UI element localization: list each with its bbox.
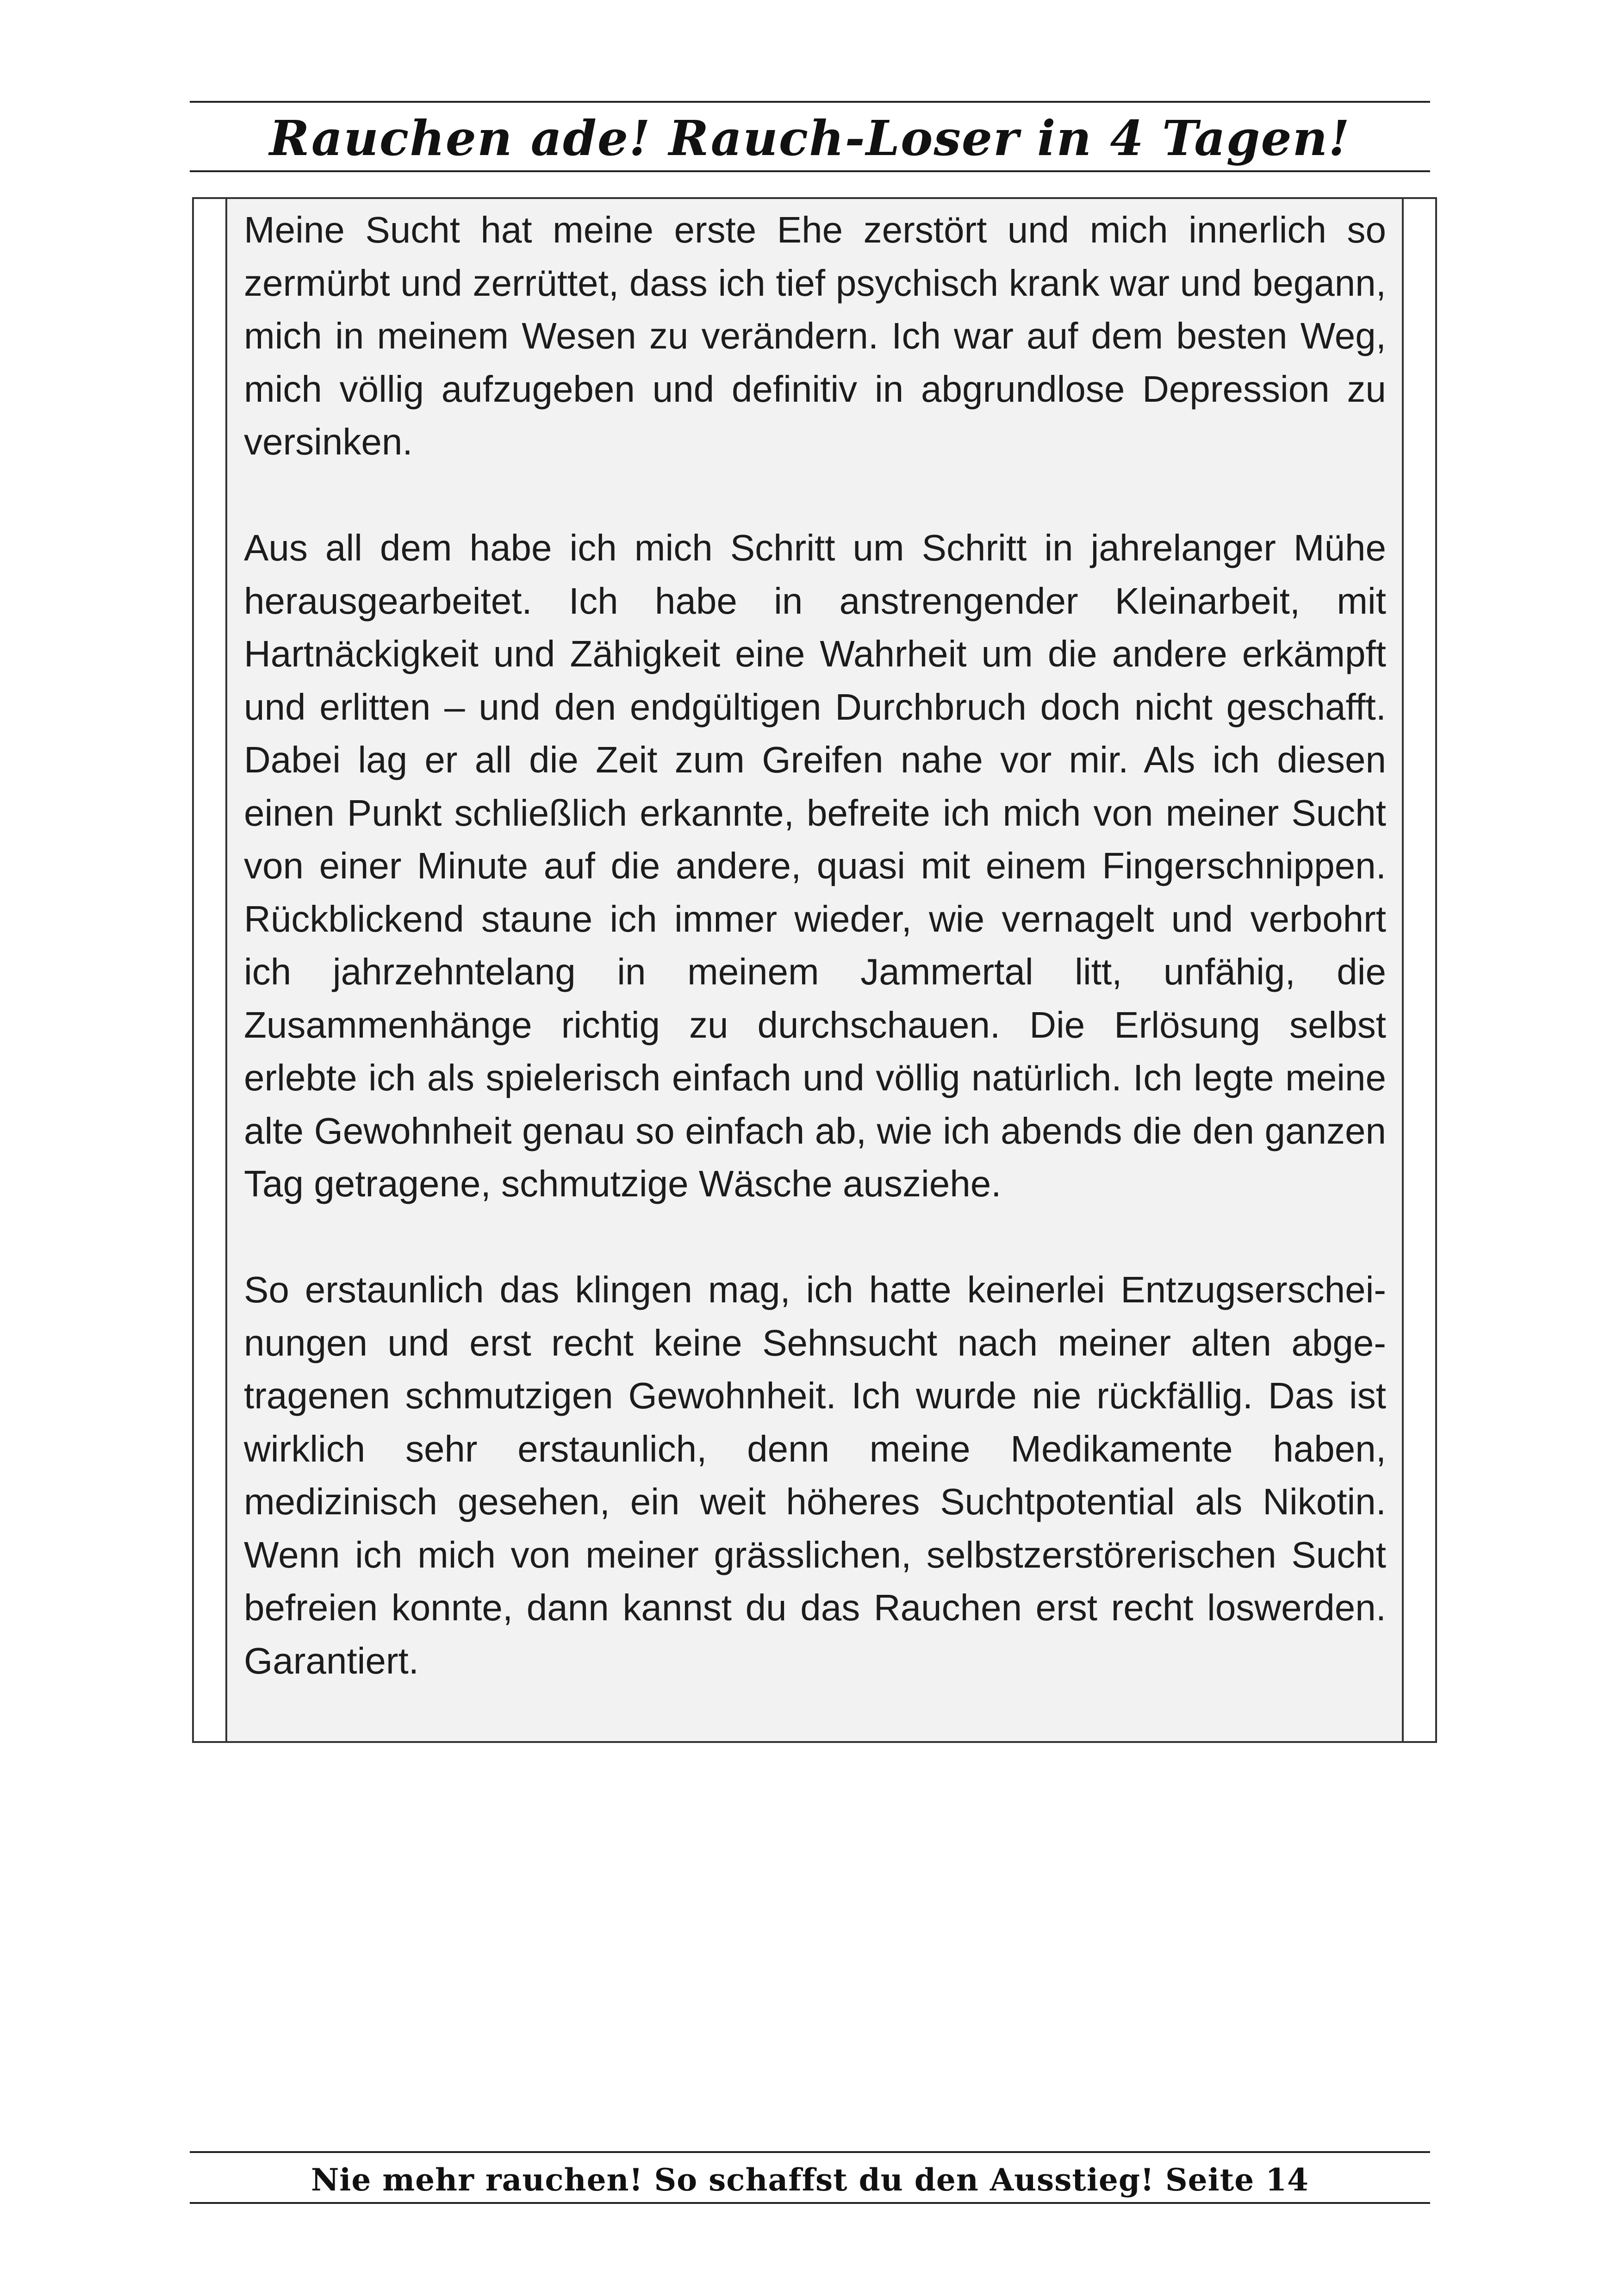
- body-paragraph: Aus all dem habe ich mich Schritt um Schritt in jahrelanger Mühe herausgearbeitet. Ich habe in anstrengender Kleinarbeit, mit Hartnäckigkeit und Zähigkeit eine Wahrheit um die andere erkämpft und erlitten – und den endgültigen Durchbruch doch nicht geschafft. Dabei lag er all die Zeit zum Greifen nahe vor mir. Als ich diesen einen Punkt schließlich erkannte, befreite ich mich von meiner Sucht von einer Minute auf die andere, quasi mit einem Fingerschnippen. Rückblickend staune ich immer wieder, wie vernagelt und verbohrt ich jahrzehntelang in meinem Jammertal litt, unfähig, die Zusammenhänge richtig zu durchschauen. Die Erlösung selbst erlebte ich als spielerisch einfach und völlig natürlich. Ich legte meine alte Gewohnheit genau so einfach ab, wie ich abends die den ganzen Tag getragene, schmutzige Wäsche ausziehe.: [244, 527, 1386, 1204]
- footer-rule-bottom: [190, 2202, 1430, 2204]
- page-header-title: Rauchen ade! Rauch-Loser in 4 Tagen!: [269, 110, 1350, 167]
- header-rule-top: [190, 101, 1430, 103]
- footer-rule-top: [190, 2151, 1430, 2153]
- header-rule-bottom: [190, 170, 1430, 172]
- page-footer-title: Nie mehr rauchen! So schaffst du den Ausstieg! Seite 14: [311, 2162, 1309, 2198]
- body-paragraph: Meine Sucht hat meine erste Ehe zerstört und mich innerlich so zermürbt und zerrüttet, dass ich tief psychisch krank war und begann, mich in meinem Wesen zu verändern. Ich war auf dem besten Weg, mich völlig aufzugeben und definitiv in abgrundlose Depression zu versinken.: [244, 209, 1386, 462]
- body-paragraph: So erstaunlich das klingen mag, ich hatte keinerlei Entzugserscheinungen und erst recht keine Sehnsucht nach meiner alten abgetragenen schmutzigen Gewohnheit. Ich wurde nie rückfällig. Das ist wirklich sehr erstaunlich, denn meine Medikamente haben, medizinisch gesehen, ein weit höheres Suchtpotential als Nikotin. Wenn ich mich von meiner grässlichen, selbstzerstörerischen Sucht befreien konnte, dann kannst du das Rauchen erst recht loswerden. Garantiert.: [244, 1269, 1386, 1681]
- right-margin-column-line: [1402, 199, 1404, 1741]
- text-box-frame: [192, 197, 1437, 1743]
- shaded-text-panel: [227, 199, 1402, 1741]
